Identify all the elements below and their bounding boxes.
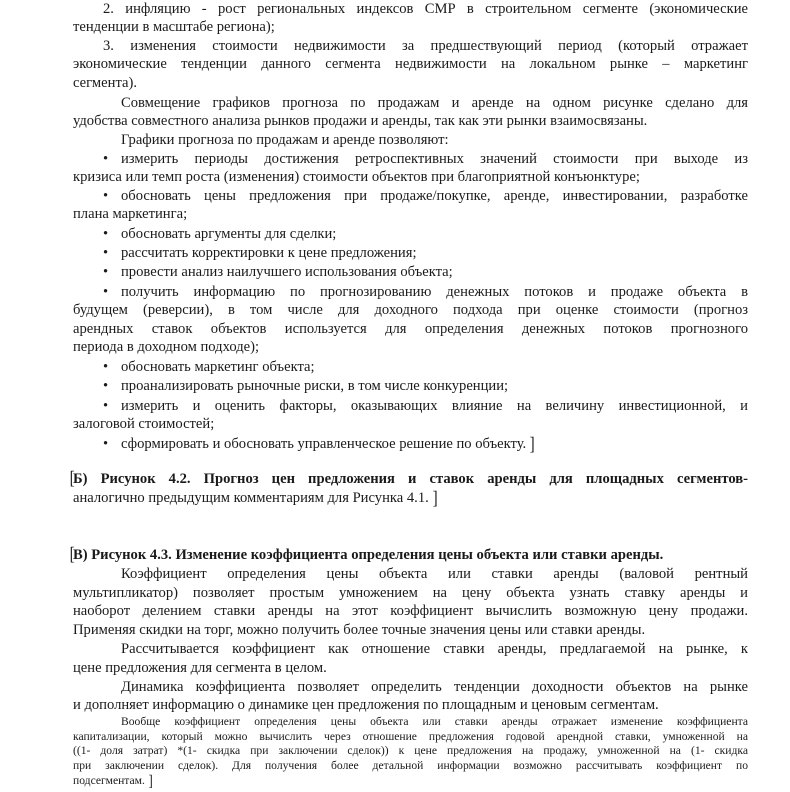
bullet-10-text: сформировать и обосновать управленческое решение по объекту. (121, 436, 527, 452)
list-item-3-line2: экономические тенденции данного сегмента недвижимости на локальном рынке – маркетинг (73, 56, 748, 72)
bullet-10 (121, 435, 790, 453)
section-v-p2-line2: цене предложения для сегмента в целом. (73, 660, 327, 676)
open-bracket: [ (69, 468, 75, 489)
bullet-6-line2: будущем (реверсии), в том числе для доходного подхода при оценке стоимости (прогноз (73, 302, 748, 318)
paragraph-combined-charts-line1: Совмещение графиков прогноза по продажам и аренде на одном рисунке сделано для (121, 95, 748, 111)
section-v-heading: В) Рисунок 4.3. Изменение коэффициента определения цены объекта или ставки аренды. (73, 547, 664, 563)
open-bracket: [ (69, 544, 75, 565)
bullet-9-line2: залоговой стоимостей; (73, 416, 215, 432)
bullet-2-line2: плана маркетинга; (73, 206, 188, 222)
list-item-3-line1: 3. изменения стоимости недвижимости за предшествующий период (который отражает (103, 38, 748, 54)
bullet-9-line1: измерить и оценить факторы, оказывающих влияние на величину инвестиционной, и (121, 398, 748, 414)
bullet-8: проанализировать рыночные риски, в том числе конкуренции; (121, 378, 509, 394)
bullet-6-line4: периода в доходном подходе); (73, 339, 260, 355)
bullet-5: провести анализ наилучшего использования объекта; (121, 264, 453, 280)
bullet-marker: • (103, 151, 109, 167)
list-item-2-line2: тенденции в масштабе региона); (73, 19, 275, 35)
bullet-marker: • (103, 245, 109, 261)
bullet-marker: • (103, 398, 109, 414)
bullet-marker: • (103, 264, 109, 280)
section-v-p1-line2: мультипликатор) позволяет простым умножением на цену объекта узнать ставку аренды и (73, 585, 748, 601)
section-v-p1-line3: наоборот делением ставки аренды на этот коэффициент вычислить возможную цену продажи. (73, 603, 748, 619)
bullet-marker: • (103, 188, 109, 204)
list-item-3-line3: сегмента). (73, 75, 137, 91)
section-v-p1-line4: Применяя скидки на торг, можно получить более точные значения цены или ставки аренды. (73, 622, 646, 638)
note-line4: при заключении сделок). Для получения более детальной информации возможно рассчитывать коэффициент по (73, 759, 748, 772)
close-bracket: ] (148, 773, 153, 790)
bullet-7: обосновать маркетинг объекта; (121, 359, 315, 375)
note-line1: Вообще коэффициент определения цены объекта или ставки аренды отражает изменение коэффициента (121, 715, 748, 728)
section-b-text: аналогично предыдущим комментариям для Рисунка 4.1. (73, 490, 429, 506)
bullet-4: рассчитать корректировки к цене предложения; (121, 245, 417, 261)
close-bracket: ] (432, 488, 438, 509)
note-line3: ((1- доля затрат) *(1- скидка при заключении сделок)) к цене предложения на продажу, умноженной на (1- скидка (73, 744, 748, 757)
bullet-6-line3: арендных ставок объектов используется для определения денежных потоков прогнозного (73, 321, 748, 337)
section-b-line2 (73, 489, 748, 507)
note-line5 (73, 774, 748, 788)
bullet-marker: • (103, 436, 109, 452)
section-v-p1-line1: Коэффициент определения цены объекта или ставки аренды (валовой рентный (121, 566, 748, 582)
bullet-1-line1: измерить периоды достижения ретроспективных значений стоимости при выходе из (121, 151, 748, 167)
paragraph-charts-allow: Графики прогноза по продажам и аренде позволяют: (121, 132, 449, 148)
bullet-6-line1: получить информацию по прогнозированию денежных потоков и продаже объекта в (121, 284, 748, 300)
close-bracket: ] (529, 434, 535, 455)
bullet-marker: • (103, 378, 109, 394)
bullet-marker: • (103, 359, 109, 375)
list-item-2-line1: 2. инфляцию - рост региональных индексов СМР в строительном сегменте (экономические (103, 1, 748, 17)
bullet-marker: • (103, 284, 109, 300)
bullet-2-line1: обосновать цены предложения при продаже/покупке, аренде, инвестировании, разработке (121, 188, 748, 204)
bullet-3: обосновать аргументы для сделки; (121, 226, 337, 242)
bullet-1-line2: кризиса или темп роста (изменения) стоимости объектов при благоприятной конъюнктуре; (73, 169, 640, 185)
paragraph-combined-charts-line2: удобства совместного анализа рынков продажи и аренды, так как эти рынки взаимосвязаны. (73, 113, 648, 129)
section-v-p3-line2: и дополняет информацию о динамике цен предложения по площадным и ценовым сегментам. (73, 697, 659, 713)
note-line2: капитализации, который можно вычислить через отношение предложения годовой арендной ставки, умноженной на (73, 730, 748, 743)
note-line5-text: подсегментам. (73, 774, 145, 787)
bullet-marker: • (103, 226, 109, 242)
section-v-p2-line1: Рассчитывается коэффициент как отношение ставки аренды, предлагаемой на рынке, к (121, 641, 748, 657)
section-v-p3-line1: Динамика коэффициента позволяет определить тенденции доходности объектов на рынке (121, 679, 748, 695)
section-b-heading: Б) Рисунок 4.2. Прогноз цен предложения и ставок аренды для площадных сегментов- (73, 471, 748, 487)
